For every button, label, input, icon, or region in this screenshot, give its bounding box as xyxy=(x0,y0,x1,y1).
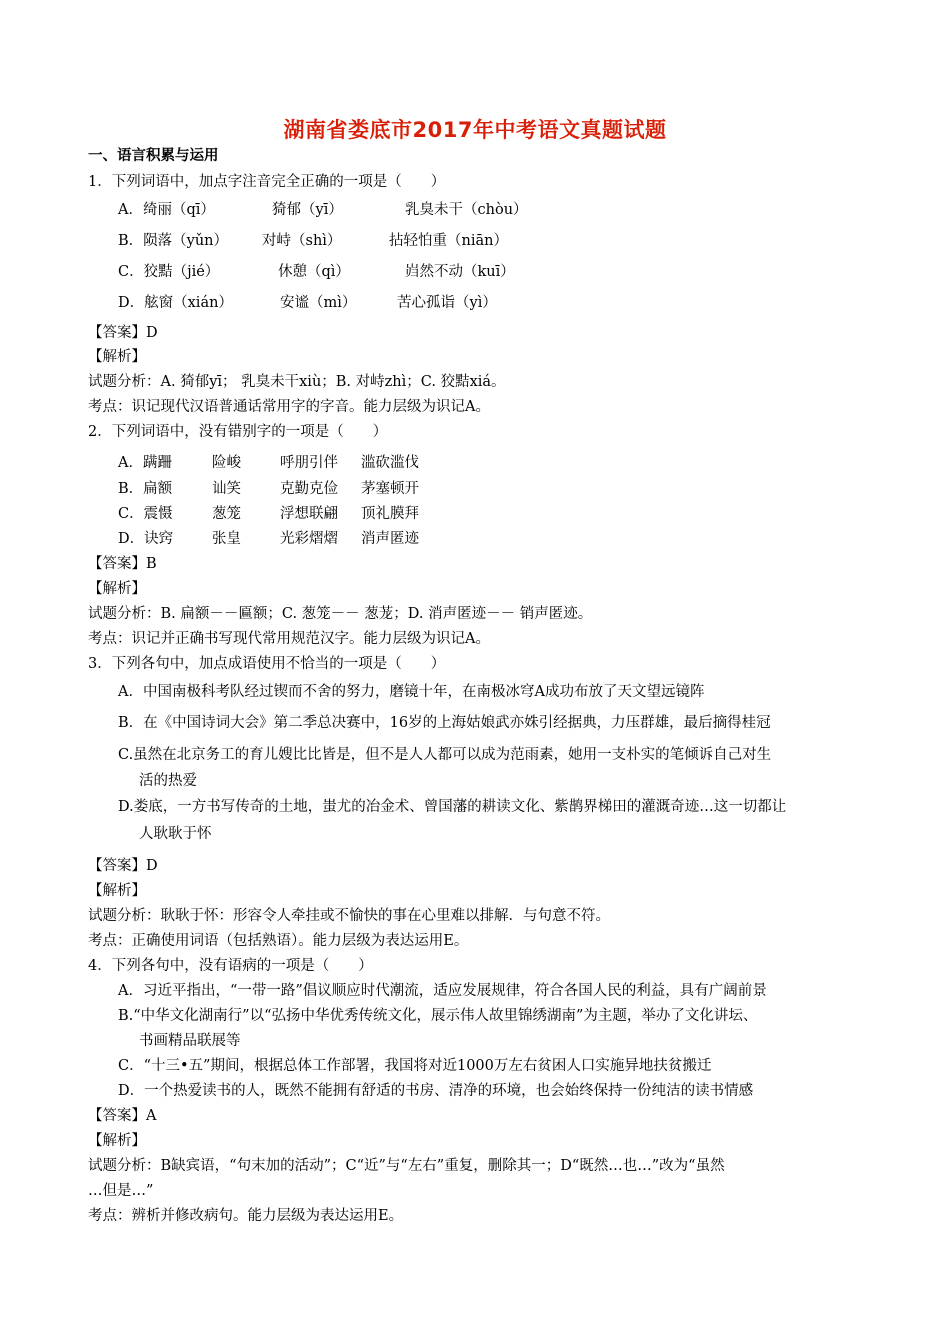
q4-stem: 4．下列各句中，没有语病的一项是（ ） xyxy=(88,958,373,974)
q2-b-1: B．扁额 xyxy=(118,481,173,497)
q2-b-4: 茅塞顿开 xyxy=(361,481,419,497)
q1-c-1: C．狡黠（jié） xyxy=(118,264,220,280)
q2-d-1: D．诀窍 xyxy=(118,531,174,547)
q1-point: 考点：识记现代汉语普通话常用字的字音。能力层级为识记A。 xyxy=(88,399,490,415)
q4-analysis-label: 【解析】 xyxy=(88,1133,146,1149)
q1-b-3: 拈轻怕重（niān） xyxy=(389,233,508,249)
q2-a-1: A．蹒跚 xyxy=(118,455,172,471)
q4-option-d: D．一个热爱读书的人，既然不能拥有舒适的书房、清净的环境，也会始终保持一份纯洁的读书情感 xyxy=(118,1083,754,1099)
q1-c-3: 岿然不动（kuī） xyxy=(405,264,515,280)
q3-option-c-cont: 活的热爱 xyxy=(139,773,197,789)
q4-analysis-cont: …但是…” xyxy=(88,1183,154,1199)
q2-stem: 2．下列词语中，没有错别字的一项是（ ） xyxy=(88,424,388,440)
q2-analysis-label: 【解析】 xyxy=(88,581,146,597)
q3-option-d: D.娄底，一方书写传奇的土地，蚩尤的冶金术、曾国藩的耕读文化、紫鹊界梯田的灌溉奇迹…这一切都让 xyxy=(118,799,787,815)
q2-a-3: 呼朋引伴 xyxy=(280,455,338,471)
q1-d-1: D．舷窗（xián） xyxy=(118,295,233,311)
q1-a-2: 猗郁（yī） xyxy=(272,202,343,218)
q1-a-1: A．绮丽（qī） xyxy=(118,202,215,218)
q2-a-2: 险峻 xyxy=(212,455,241,471)
q1-a-3: 乳臭未干（chòu） xyxy=(405,202,528,218)
q3-analysis: 试题分析：耿耿于怀：形容令人牵挂或不愉快的事在心里难以排解．与句意不符。 xyxy=(88,908,610,924)
q3-option-a: A．中国南极科考队经过锲而不舍的努力，磨镜十年，在南极冰穹A成功布放了天文望远镜阵 xyxy=(118,684,705,700)
q2-c-1: C．震慑 xyxy=(118,506,173,522)
q2-answer: 【答案】B xyxy=(88,556,157,572)
q2-c-3: 浮想联翩 xyxy=(280,506,338,522)
q3-option-d-cont: 人耿耿于怀 xyxy=(139,826,212,842)
q1-analysis: 试题分析：A. 猗郁yī； 乳臭未干xiù；B. 对峙zhì；C. 狡黠xiá。 xyxy=(88,374,506,390)
q3-stem: 3．下列各句中，加点成语使用不恰当的一项是（ ） xyxy=(88,656,446,672)
q2-b-3: 克勤克俭 xyxy=(280,481,338,497)
q1-d-3: 苦心孤诣（yì） xyxy=(397,295,497,311)
q4-option-b: B.“中华文化湖南行”以“弘扬中华优秀传统文化，展示伟人故里锦绣湖南”为主题，举办了文化讲坛、 xyxy=(118,1008,758,1024)
q4-option-b-cont: 书画精品联展等 xyxy=(139,1033,241,1049)
q4-option-a: A．习近平指出，“一带一路”倡议顺应时代潮流，适应发展规律，符合各国人民的利益，具有广阔前景 xyxy=(118,983,767,999)
q2-d-2: 张皇 xyxy=(212,531,241,547)
q2-b-2: 讪笑 xyxy=(212,481,241,497)
q1-b-1: B．陨落（yǔn） xyxy=(118,233,229,249)
q2-c-4: 顶礼膜拜 xyxy=(361,506,419,522)
q4-answer: 【答案】A xyxy=(88,1108,157,1124)
q1-analysis-label: 【解析】 xyxy=(88,349,146,365)
section-heading: 一、语言积累与运用 xyxy=(88,148,219,164)
q3-analysis-label: 【解析】 xyxy=(88,883,146,899)
q1-stem: 1．下列词语中，加点字注音完全正确的一项是（ ） xyxy=(88,174,446,190)
q2-a-4: 滥砍滥伐 xyxy=(361,455,419,471)
q3-option-c: C.虽然在北京务工的育儿嫂比比皆是，但不是人人都可以成为范雨素，她用一支朴实的笔倾诉自己对生 xyxy=(118,747,772,763)
q4-analysis: 试题分析：B缺宾语，“句末加的活动”；C“近”与“左右”重复，删除其一；D“既然…也…”改为“虽然 xyxy=(88,1158,725,1174)
q3-answer: 【答案】D xyxy=(88,858,158,874)
q3-option-b: B．在《中国诗词大会》第二季总决赛中，16岁的上海姑娘武亦姝引经据典，力压群雄，最后摘得桂冠 xyxy=(118,715,771,731)
q2-c-2: 葱笼 xyxy=(212,506,241,522)
q1-d-2: 安谧（mì） xyxy=(280,295,357,311)
q2-point: 考点：识记并正确书写现代常用规范汉字。能力层级为识记A。 xyxy=(88,631,490,647)
page-title: 湖南省娄底市2017年中考语文真题试题 xyxy=(283,118,667,142)
q2-analysis: 试题分析：B. 扁额－－匾额；C. 葱笼－－ 葱茏；D. 消声匿迹－－ 销声匿迹。 xyxy=(88,606,593,622)
q2-d-3: 光彩熠熠 xyxy=(280,531,338,547)
q1-answer: 【答案】D xyxy=(88,325,158,341)
q3-point: 考点：正确使用词语（包括熟语）。能力层级为表达运用E。 xyxy=(88,933,469,949)
q1-c-2: 休憩（qì） xyxy=(278,264,350,280)
q4-option-c: C．“十三•五”期间，根据总体工作部署，我国将对近1000万左右贫困人口实施异地扶贫搬迁 xyxy=(118,1058,712,1074)
q1-b-2: 对峙（shì） xyxy=(262,233,342,249)
q4-point: 考点：辨析并修改病句。能力层级为表达运用E。 xyxy=(88,1208,404,1224)
q2-d-4: 消声匿迹 xyxy=(361,531,419,547)
